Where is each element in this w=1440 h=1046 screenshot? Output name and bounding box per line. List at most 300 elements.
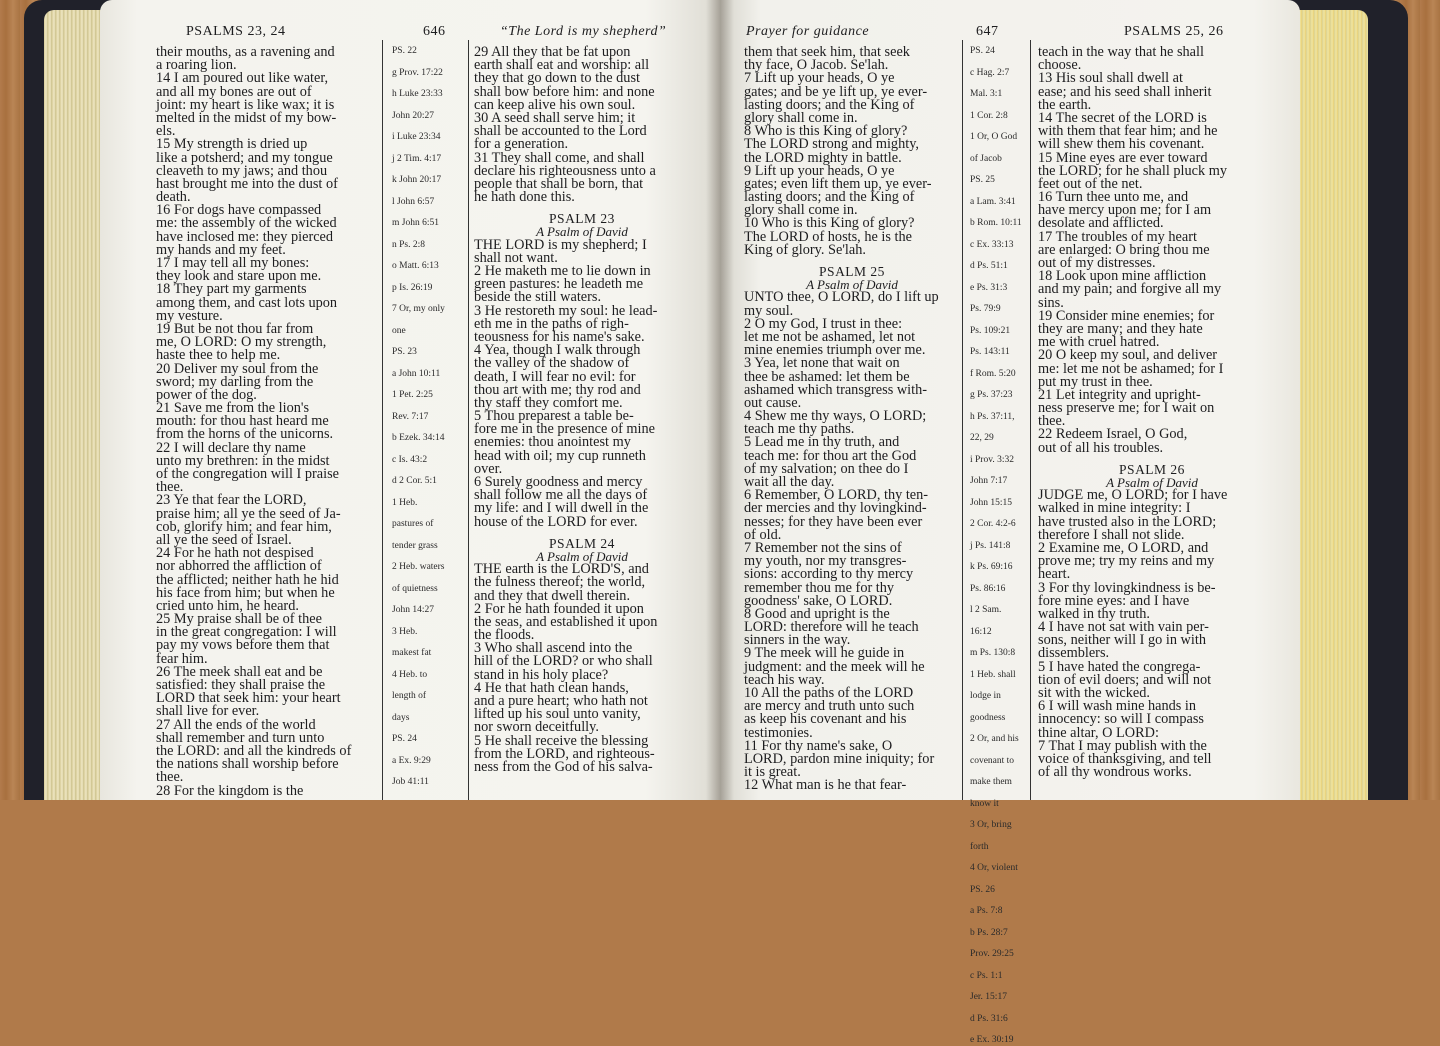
gilt-page-edges-right — [1290, 10, 1368, 800]
cross-reference: days — [392, 712, 410, 723]
text-line: LORD that seek him: your heart — [156, 690, 341, 707]
text-line: The LORD strong and mighty, — [744, 136, 919, 153]
text-line: stand in his holy place? — [474, 666, 609, 683]
text-line: 13 His soul shall dwell at — [1038, 70, 1183, 87]
text-line: hill of the LORD? or who shall — [474, 653, 653, 670]
text-line: 4 I have not sat with vain per- — [1038, 619, 1209, 636]
text-line: heart. — [1038, 566, 1071, 583]
cross-reference: forth — [970, 841, 989, 852]
cross-reference: length of — [392, 691, 427, 701]
text-line: with them that fear him; and he — [1038, 123, 1218, 140]
text-line: shall not want. — [474, 249, 558, 266]
text-line: shall be accounted to the Lord — [474, 123, 647, 140]
cross-reference: of quietness — [392, 583, 438, 594]
text-line: fear him. — [156, 650, 208, 667]
cross-reference: 2 Heb. waters — [392, 562, 445, 572]
cross-reference: Ps. 109:21 — [970, 325, 1011, 336]
text-line: choose. — [1038, 57, 1082, 74]
text-line: the LORD; for he shall pluck my — [1038, 162, 1228, 179]
text-line: out of all his troubles. — [1038, 439, 1164, 456]
cross-reference: d Ps. 51:1 — [970, 261, 1008, 271]
text-line: 2 For he hath founded it upon — [474, 600, 644, 617]
cross-reference: p Is. 26:19 — [392, 282, 433, 293]
cross-reference: Rev. 7:17 — [392, 411, 429, 422]
cross-reference: c Ps. 1:1 — [970, 970, 1003, 981]
text-line: head with oil; my cup runneth — [474, 447, 646, 464]
cross-reference: 16:12 — [970, 626, 992, 637]
text-line: 15 My strength is dried up — [156, 136, 308, 153]
cross-reference: make them — [970, 777, 1012, 787]
text-line: tion of evil doers; and will not — [1038, 671, 1212, 688]
text-line: els. — [156, 123, 176, 140]
text-line: will shew them his covenant. — [1038, 136, 1205, 153]
cross-reference: 2 Or, and his — [970, 734, 1019, 744]
text-line: 28 For the kingdom is the — [156, 782, 304, 799]
text-line: teach me: for thou art the God — [744, 447, 917, 464]
cross-reference: c Is. 43:2 — [392, 454, 428, 465]
text-line: 20 Deliver my soul from the — [156, 360, 319, 377]
text-line: of all thy wondrous works. — [1038, 764, 1192, 781]
text-line: 11 For thy name's sake, O — [744, 737, 893, 754]
text-line: PSALM 23 — [549, 211, 615, 227]
text-line: nesses; for they have been ever — [744, 513, 923, 530]
text-line: sions: according to thy mercy — [744, 566, 914, 583]
text-line: 9 Lift up your heads, O ye — [744, 162, 895, 179]
text-line: thine altar, O LORD: — [1038, 724, 1159, 741]
text-line: 26 The meek shall eat and be — [156, 663, 323, 680]
cross-reference: k Ps. 69:16 — [970, 562, 1013, 572]
text-line: walked in thy truth. — [1038, 605, 1150, 622]
text-line: teach his way. — [744, 671, 825, 688]
text-line: cried unto him, he heard. — [156, 597, 299, 614]
text-line: UNTO thee, O LORD, do I lift up — [744, 289, 939, 306]
cross-reference: o Matt. 6:13 — [392, 261, 439, 271]
column-rule — [382, 40, 383, 800]
cross-reference: g Prov. 17:22 — [392, 67, 443, 78]
text-line: mouth: for thou hast heard me — [156, 413, 329, 430]
text-line: in the great congregation: I will — [156, 624, 337, 641]
text-line: thee. — [156, 769, 184, 786]
text-line: the fulness thereof; the world, — [474, 574, 646, 591]
text-line: 5 He shall receive the blessing — [474, 732, 649, 749]
text-line: der mercies and thy lovingkind- — [744, 500, 927, 517]
right-text-column-2 — [1038, 46, 1266, 779]
text-line: shall remember and turn unto — [156, 729, 325, 746]
text-line: unto my brethren: in the midst — [156, 452, 330, 469]
text-line: the afflicted; neither hath he hid — [156, 571, 339, 588]
text-line: 15 Mine eyes are ever toward — [1038, 149, 1208, 166]
cross-reference: PS. 24 — [970, 46, 995, 56]
text-line: JUDGE me, O LORD; for I have — [1038, 487, 1228, 504]
text-line: and my pain; and forgive all my — [1038, 281, 1222, 298]
text-line: out of my distresses. — [1038, 255, 1156, 271]
text-line: 8 Good and upright is the — [744, 605, 890, 622]
text-line: all ye the seed of Israel. — [156, 531, 292, 548]
text-line: 4 Yea, though I walk through — [474, 342, 641, 359]
text-line: 6 Surely goodness and mercy — [474, 474, 643, 490]
text-line: shall live for ever. — [156, 703, 260, 720]
text-line: 30 A seed shall serve him; it — [474, 109, 636, 126]
cross-reference: b Rom. 10:11 — [970, 218, 1022, 228]
text-line: 22 I will declare thy name — [156, 439, 306, 456]
text-line: 25 My praise shall be of thee — [156, 611, 322, 628]
cross-reference: PS. 23 — [392, 347, 417, 357]
cross-reference: know it — [970, 798, 999, 809]
cross-reference: 4 Heb. to — [392, 669, 428, 680]
text-line: enemies: thou anointest my — [474, 434, 631, 451]
left-page-number: 646 — [423, 24, 446, 39]
text-line: testimonies. — [744, 724, 813, 741]
text-line: feet out of the net. — [1038, 175, 1143, 192]
text-line: desolate and afflicted. — [1038, 215, 1164, 232]
text-line: 18 Look upon mine affliction — [1038, 268, 1207, 285]
text-line: and a pure heart; who hath not — [474, 693, 648, 709]
text-line: 16 For dogs have compassed — [156, 202, 322, 219]
text-line: 14 I am poured out like water, — [156, 70, 329, 87]
text-line: sit with the wicked. — [1038, 685, 1150, 701]
cross-reference: 7 Or, my only — [392, 304, 445, 314]
text-line: of my salvation; on thee do I — [744, 460, 909, 477]
text-line: my soul. — [744, 302, 794, 319]
cross-reference: n Ps. 2:8 — [392, 239, 425, 250]
text-line: therefore I shall not slide. — [1038, 526, 1185, 543]
cross-reference: c Hag. 2:7 — [970, 67, 1010, 78]
text-line: 18 They part my garments — [156, 281, 307, 298]
text-line: sword; my darling from the — [156, 373, 314, 390]
text-line: wait all the day. — [744, 474, 835, 490]
column-rule — [1030, 40, 1031, 800]
text-line: PSALM 25 — [819, 264, 885, 279]
text-line: 7 Remember not the sins of — [744, 539, 902, 556]
text-line: 3 Yea, let none that wait on — [744, 355, 900, 372]
text-line: thee. — [156, 479, 184, 496]
text-line: lifted up his soul unto vanity, — [474, 706, 641, 723]
text-line: 21 Let integrity and upright- — [1038, 386, 1201, 403]
text-line: sinners in the way. — [744, 632, 851, 649]
text-line: 19 Consider mine enemies; for — [1038, 307, 1215, 324]
text-line: teach in the way that he shall — [1038, 44, 1204, 60]
text-line: 23 Ye that fear the LORD, — [156, 492, 307, 509]
cross-reference: makest fat — [392, 648, 432, 658]
text-line: of the congregation will I praise — [156, 466, 340, 482]
right-page — [720, 0, 1300, 1045]
text-line: like a potsherd; and my tongue — [156, 149, 333, 166]
cross-reference: John 14:27 — [392, 605, 434, 615]
text-line: have trusted also in the LORD; — [1038, 513, 1217, 530]
book-gutter-shadow — [706, 0, 734, 800]
text-line: 3 Who shall ascend into the — [474, 640, 633, 657]
text-line: 31 They shall come, and shall — [474, 149, 645, 166]
text-line: lasting doors; and the King of — [744, 189, 915, 206]
cross-reference: 4 Or, violent — [970, 863, 1018, 873]
text-line: power of the dog. — [156, 386, 257, 403]
text-line: remember thou me for thy — [744, 579, 895, 596]
text-line: have mercy upon me; for I am — [1038, 202, 1212, 219]
text-line: thy staff they comfort me. — [474, 394, 623, 411]
cross-reference: pastures of — [392, 519, 434, 529]
text-line: satisfied: they shall praise the — [156, 677, 326, 693]
cross-reference: Jer. 15:17 — [970, 992, 1007, 1002]
text-line: nor sworn deceitfully. — [474, 719, 599, 736]
cross-reference: j 2 Tim. 4:17 — [392, 153, 442, 164]
text-line: voice of thanksgiving, and tell — [1038, 750, 1212, 767]
text-line: people that shall be born, that — [474, 175, 644, 192]
text-line: 27 All the ends of the world — [156, 716, 316, 733]
text-line: walked in mine integrity: I — [1038, 500, 1191, 517]
text-line: judgment: and the meek will he — [744, 658, 925, 675]
cross-reference: Prov. 29:25 — [970, 949, 1014, 959]
cross-reference: e Ps. 31:3 — [970, 282, 1008, 293]
text-line: The LORD of hosts, he is the — [744, 228, 912, 245]
text-line: death, I will fear no evil: for — [474, 368, 636, 385]
text-line: glory shall come in. — [744, 109, 858, 126]
text-line: are enlarged: O bring thou me — [1038, 241, 1210, 258]
text-line: eth me in the paths of righ- — [474, 315, 629, 332]
text-line: 17 The troubles of my heart — [1038, 228, 1197, 245]
cross-reference: one — [392, 325, 406, 336]
text-line: gates; even lift them up, ye ever- — [744, 175, 932, 192]
cross-reference: a John 10:11 — [392, 368, 441, 379]
cross-reference: 1 Pet. 2:25 — [392, 390, 433, 400]
text-line: out cause. — [744, 394, 802, 411]
text-line: sons, neither will I go in with — [1038, 632, 1206, 649]
cross-reference: m Ps. 130:8 — [970, 648, 1016, 658]
text-line: from the LORD, and righteous- — [474, 745, 655, 762]
text-line: his face from him; but when he — [156, 584, 335, 601]
text-line: them that seek him, that seek — [744, 44, 910, 60]
text-line: melted in the midst of my bow- — [156, 109, 337, 126]
cross-reference: h Luke 23:33 — [392, 89, 443, 99]
text-line: 3 He restoreth my soul: he lead- — [474, 302, 658, 319]
text-line: from the horns of the unicorns. — [156, 426, 334, 443]
cross-reference: l 2 Sam. — [970, 605, 1002, 615]
text-line: he hath done this. — [474, 189, 575, 206]
left-running-head: PSALMS 23, 24 — [186, 24, 286, 39]
cross-reference: PS. 25 — [970, 175, 995, 185]
text-line: praise him; all ye the seed of Ja- — [156, 505, 341, 522]
text-line: my vesture. — [156, 307, 223, 324]
text-line: death. — [156, 189, 191, 206]
cross-reference: Job 41:11 — [392, 777, 429, 787]
text-line: 21 Save me from the lion's — [156, 400, 310, 417]
text-line: as keep his covenant and his — [744, 711, 907, 728]
text-line: prove me; try my reins and my — [1038, 553, 1215, 570]
cross-reference: John 20:27 — [392, 110, 434, 121]
cross-reference: 1 Cor. 2:8 — [970, 110, 1008, 121]
cross-reference: a Ex. 9:29 — [392, 755, 431, 766]
text-line: my hands and my feet. — [156, 241, 286, 258]
text-line: 7 Lift up your heads, O ye — [744, 70, 895, 87]
text-line: shall follow me all the days of — [474, 487, 648, 504]
cross-reference: PS. 24 — [392, 734, 417, 744]
text-line: green pastures: he leadeth me — [474, 276, 644, 293]
text-line: 2 O my God, I trust in thee: — [744, 315, 903, 332]
text-line: lasting doors; and the King of — [744, 96, 915, 113]
cross-reference: d 2 Cor. 5:1 — [392, 476, 437, 486]
text-line: among them, and cast lots upon — [156, 294, 338, 311]
cross-reference: b Ezek. 34:14 — [392, 433, 445, 443]
text-line: the seas, and established it upon — [474, 613, 658, 630]
text-line: nor abhorred the affliction of — [156, 558, 322, 575]
text-line: 4 He that hath clean hands, — [474, 679, 629, 696]
cross-reference: 3 Or, bring — [970, 820, 1012, 830]
cross-reference: j Ps. 141:8 — [970, 540, 1011, 551]
text-line: A Psalm of David — [536, 548, 628, 564]
left-page-heading: “The Lord is my shepherd” — [500, 24, 667, 39]
text-line: me: let me not be ashamed; for I — [1038, 360, 1224, 377]
text-line: can keep alive his own soul. — [474, 96, 636, 113]
cross-reference: Ps. 143:11 — [970, 347, 1010, 357]
text-line: 2 He maketh me to lie down in — [474, 263, 651, 279]
text-line: thou art with me; thy rod and — [474, 381, 641, 398]
cross-reference: PS. 22 — [392, 46, 417, 56]
text-line: put my trust in thee. — [1038, 373, 1153, 390]
text-line: 6 I will wash mine hands in — [1038, 698, 1197, 715]
text-line: thy face, O Jacob. Se'lah. — [744, 57, 889, 74]
cross-reference: m John 6:51 — [392, 218, 439, 228]
text-line: 5 Lead me in thy truth, and — [744, 434, 900, 451]
text-line: me: the assembly of the wicked — [156, 215, 337, 232]
cross-reference: 2 Cor. 4:2-6 — [970, 519, 1016, 529]
text-line: 17 I may tell all my bones: — [156, 255, 310, 271]
cross-reference: Ps. 86:16 — [970, 583, 1006, 594]
cross-reference: g Ps. 37:23 — [970, 390, 1013, 400]
right-running-head: PSALMS 25, 26 — [1124, 24, 1224, 39]
left-text-column-1 — [156, 46, 388, 798]
text-line: 9 The meek will he guide in — [744, 645, 905, 662]
cross-reference: c Ex. 33:13 — [970, 239, 1014, 250]
text-line: goodness' sake, O LORD. — [744, 592, 893, 609]
text-line: 10 All the paths of the LORD — [744, 685, 914, 701]
text-line: sins. — [1038, 294, 1064, 311]
text-line: teousness for his name's sake. — [474, 328, 645, 345]
text-line: thee be ashamed: let them be — [744, 368, 910, 385]
text-line: the floods. — [474, 627, 535, 644]
text-line: A Psalm of David — [536, 224, 628, 240]
text-line: are mercy and truth unto such — [744, 698, 915, 715]
text-line: declare his righteousness unto a — [474, 162, 656, 179]
text-line: PSALM 24 — [549, 535, 615, 551]
text-line: gates; and be ye lift up, ye ever- — [744, 83, 928, 100]
cross-reference: i Luke 23:34 — [392, 132, 441, 142]
cross-reference: f Rom. 5:20 — [970, 368, 1016, 379]
text-line: the earth. — [1038, 96, 1092, 113]
cross-reference: a Ps. 7:8 — [970, 906, 1003, 916]
cross-reference: Ps. 79:9 — [970, 304, 1001, 314]
text-line: 5 I have hated the congrega- — [1038, 658, 1201, 675]
text-line: King of glory. Se'lah. — [744, 241, 866, 258]
text-line: 2 Examine me, O LORD, and — [1038, 539, 1209, 556]
text-line: a roaring lion. — [156, 57, 237, 74]
text-line: glory shall come in. — [744, 202, 858, 219]
cross-reference: lodge in — [970, 691, 1001, 701]
cross-reference: John 7:17 — [970, 476, 1008, 486]
text-line: 14 The secret of the LORD is — [1038, 109, 1207, 126]
text-line: ashamed which transgress with- — [744, 381, 928, 398]
text-line: for a generation. — [474, 136, 569, 153]
cross-reference: tender grass — [392, 540, 438, 551]
text-line: have inclosed me: they pierced — [156, 228, 334, 245]
text-line: their mouths, as a ravening and — [156, 44, 335, 60]
cross-reference: d Ps. 31:6 — [970, 1013, 1008, 1024]
text-line: mine enemies triumph over me. — [744, 342, 926, 359]
text-line: me with cruel hatred. — [1038, 334, 1160, 351]
text-line: and all my bones are out of — [156, 83, 312, 100]
text-line: it is great. — [744, 764, 801, 781]
text-line: over. — [474, 460, 503, 477]
text-line: let me not be ashamed, let not — [744, 328, 916, 345]
text-line: 10 Who is this King of glory? — [744, 215, 915, 232]
right-page-number: 647 — [976, 24, 999, 39]
cross-reference: e Ex. 30:19 — [970, 1035, 1014, 1045]
cross-reference: 3 Heb. — [392, 626, 418, 637]
text-line: joint: my heart is like wax; it is — [156, 96, 335, 113]
cross-reference: h Ps. 37:11, — [970, 411, 1015, 422]
text-line: PSALM 26 — [1119, 461, 1185, 477]
text-line: thee. — [1038, 413, 1066, 430]
text-line: of old. — [744, 526, 782, 543]
left-text-column-2 — [474, 46, 690, 774]
text-line: 3 For thy lovingkindness is be- — [1038, 579, 1216, 596]
text-line: 4 Shew me thy ways, O LORD; — [744, 408, 927, 425]
cross-reference: of Jacob — [970, 153, 1002, 164]
right-page-heading: Prayer for guidance — [746, 24, 870, 39]
text-line: fore mine eyes: and I have — [1038, 592, 1190, 609]
text-line: shall bow before him: and none — [474, 83, 655, 100]
text-line: 24 For he hath not despised — [156, 545, 314, 562]
cross-reference: k John 20:17 — [392, 175, 442, 185]
text-line: cleaveth to my jaws; and thou — [156, 162, 328, 179]
text-line: house of the LORD for ever. — [474, 513, 638, 530]
text-line: LORD, pardon mine iniquity; for — [744, 750, 935, 767]
text-line: pay my vows before them that — [156, 637, 330, 654]
text-line: ness preserve me; for I wait on — [1038, 400, 1215, 417]
text-line: 29 All they that be fat upon — [474, 44, 631, 60]
text-line: ness from the God of his salva- — [474, 758, 653, 775]
cross-reference: 1 Heb. — [392, 497, 418, 508]
left-page — [100, 0, 720, 800]
text-line: and they that dwell therein. — [474, 587, 631, 604]
text-line: fore me in the presence of mine — [474, 421, 656, 438]
text-line: THE LORD is my shepherd; I — [474, 236, 647, 253]
text-line: my life: and I will dwell in the — [474, 500, 649, 517]
column-rule — [468, 40, 469, 800]
text-line: they that go down to the dust — [474, 70, 640, 87]
text-line: 22 Redeem Israel, O God, — [1038, 426, 1188, 443]
text-line: beside the still waters. — [474, 289, 602, 306]
text-line: hast brought me into the dust of — [156, 175, 338, 192]
text-line: the valley of the shadow of — [474, 355, 630, 372]
text-line: earth shall eat and worship: all — [474, 57, 650, 74]
column-rule — [962, 40, 963, 800]
cross-reference: 1 Heb. shall — [970, 669, 1016, 680]
cross-reference: covenant to — [970, 755, 1015, 766]
text-line: innocency: so will I compass — [1038, 711, 1204, 728]
text-line: THE earth is the LORD'S, and — [474, 561, 649, 578]
cross-reference: PS. 26 — [970, 884, 995, 895]
text-line: 16 Turn thee unto me, and — [1038, 189, 1189, 206]
text-line: haste thee to help me. — [156, 347, 281, 364]
cross-reference: a Lam. 3:41 — [970, 196, 1016, 207]
text-line: dissemblers. — [1038, 645, 1110, 662]
cross-reference: b Ps. 28:7 — [970, 927, 1008, 938]
right-text-column-1 — [744, 46, 960, 793]
cross-reference: 1 Or, O God — [970, 132, 1018, 142]
text-line: 6 Remember, O LORD, thy ten- — [744, 487, 929, 504]
text-line: me, O LORD: O my strength, — [156, 334, 327, 351]
text-line: they are many; and they hate — [1038, 320, 1203, 337]
text-line: 8 Who is this King of glory? — [744, 123, 908, 140]
